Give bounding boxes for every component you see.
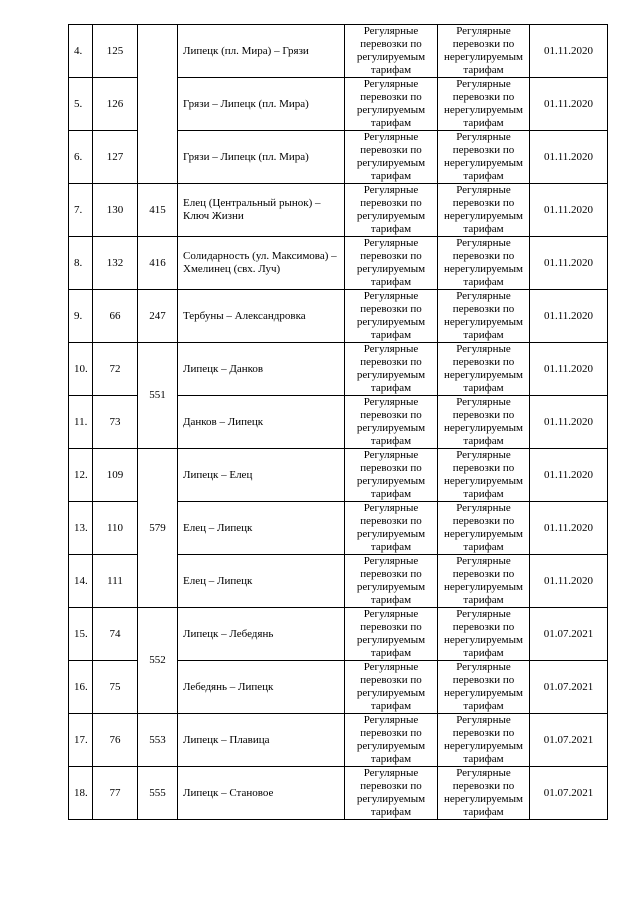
- registration-number: 66: [93, 290, 138, 343]
- table-row: [69, 608, 608, 661]
- change-date: 01.11.2020: [530, 502, 608, 555]
- table-row: [69, 184, 608, 237]
- route-name: Липецк – Елец: [178, 449, 345, 502]
- change-date: 01.11.2020: [530, 290, 608, 343]
- route-number: 551: [138, 343, 178, 449]
- registration-number: 74: [93, 608, 138, 661]
- new-transport-type: Регулярные перевозки по нерегулируемым тарифам: [438, 767, 530, 820]
- new-transport-type: Регулярные перевозки по нерегулируемым тарифам: [438, 25, 530, 78]
- routes-table-body: [69, 25, 608, 820]
- route-number: 552: [138, 608, 178, 714]
- current-transport-type: Регулярные перевозки по регулируемым тарифам: [345, 661, 438, 714]
- current-transport-type: Регулярные перевозки по регулируемым тарифам: [345, 714, 438, 767]
- change-date: 01.07.2021: [530, 767, 608, 820]
- registration-number: 127: [93, 131, 138, 184]
- route-name: Тербуны – Александровка: [178, 290, 345, 343]
- route-name: Липецк (пл. Мира) – Грязи: [178, 25, 345, 78]
- change-date: 01.07.2021: [530, 714, 608, 767]
- row-number: 11.: [69, 396, 93, 449]
- current-transport-type: Регулярные перевозки по регулируемым тарифам: [345, 608, 438, 661]
- route-name: Лебедянь – Липецк: [178, 661, 345, 714]
- registration-number: 77: [93, 767, 138, 820]
- current-transport-type: Регулярные перевозки по регулируемым тарифам: [345, 343, 438, 396]
- row-number: 17.: [69, 714, 93, 767]
- route-name: Данков – Липецк: [178, 396, 345, 449]
- row-number: 12.: [69, 449, 93, 502]
- table-row: [69, 449, 608, 502]
- table-row: [69, 714, 608, 767]
- change-date: 01.11.2020: [530, 78, 608, 131]
- current-transport-type: Регулярные перевозки по регулируемым тарифам: [345, 767, 438, 820]
- route-name: Грязи – Липецк (пл. Мира): [178, 78, 345, 131]
- route-name: Елец (Центральный рынок) – Ключ Жизни: [178, 184, 345, 237]
- route-number: 415: [138, 184, 178, 237]
- change-date: 01.07.2021: [530, 608, 608, 661]
- current-transport-type: Регулярные перевозки по регулируемым тарифам: [345, 131, 438, 184]
- change-date: 01.11.2020: [530, 396, 608, 449]
- new-transport-type: Регулярные перевозки по нерегулируемым тарифам: [438, 502, 530, 555]
- current-transport-type: Регулярные перевозки по регулируемым тарифам: [345, 184, 438, 237]
- route-number: 247: [138, 290, 178, 343]
- table-row: [69, 25, 608, 78]
- table-row: [69, 343, 608, 396]
- row-number: 5.: [69, 78, 93, 131]
- change-date: 01.11.2020: [530, 449, 608, 502]
- row-number: 4.: [69, 25, 93, 78]
- table-row: [69, 237, 608, 290]
- registration-number: 125: [93, 25, 138, 78]
- current-transport-type: Регулярные перевозки по регулируемым тарифам: [345, 237, 438, 290]
- registration-number: 110: [93, 502, 138, 555]
- row-number: 14.: [69, 555, 93, 608]
- registration-number: 130: [93, 184, 138, 237]
- row-number: 9.: [69, 290, 93, 343]
- current-transport-type: Регулярные перевозки по регулируемым тарифам: [345, 555, 438, 608]
- current-transport-type: Регулярные перевозки по регулируемым тарифам: [345, 25, 438, 78]
- registration-number: 109: [93, 449, 138, 502]
- new-transport-type: Регулярные перевозки по нерегулируемым тарифам: [438, 343, 530, 396]
- route-number: 553: [138, 714, 178, 767]
- change-date: 01.07.2021: [530, 661, 608, 714]
- change-date: 01.11.2020: [530, 184, 608, 237]
- route-name: Елец – Липецк: [178, 555, 345, 608]
- registration-number: 75: [93, 661, 138, 714]
- new-transport-type: Регулярные перевозки по нерегулируемым тарифам: [438, 714, 530, 767]
- route-name: Липецк – Становое: [178, 767, 345, 820]
- table-row: [69, 290, 608, 343]
- current-transport-type: Регулярные перевозки по регулируемым тарифам: [345, 396, 438, 449]
- route-name: Липецк – Лебедянь: [178, 608, 345, 661]
- new-transport-type: Регулярные перевозки по нерегулируемым тарифам: [438, 237, 530, 290]
- row-number: 16.: [69, 661, 93, 714]
- change-date: 01.11.2020: [530, 131, 608, 184]
- registration-number: 132: [93, 237, 138, 290]
- row-number: 7.: [69, 184, 93, 237]
- current-transport-type: Регулярные перевозки по регулируемым тарифам: [345, 290, 438, 343]
- table-row: [69, 767, 608, 820]
- routes-table: [68, 24, 608, 820]
- route-name: Липецк – Данков: [178, 343, 345, 396]
- row-number: 18.: [69, 767, 93, 820]
- route-name: Грязи – Липецк (пл. Мира): [178, 131, 345, 184]
- change-date: 01.11.2020: [530, 555, 608, 608]
- route-number: 555: [138, 767, 178, 820]
- new-transport-type: Регулярные перевозки по нерегулируемым тарифам: [438, 661, 530, 714]
- new-transport-type: Регулярные перевозки по нерегулируемым тарифам: [438, 608, 530, 661]
- row-number: 13.: [69, 502, 93, 555]
- route-name: Солидарность (ул. Максимова) – Хмелинец (свх. Луч): [178, 237, 345, 290]
- change-date: 01.11.2020: [530, 25, 608, 78]
- new-transport-type: Регулярные перевозки по нерегулируемым тарифам: [438, 131, 530, 184]
- new-transport-type: Регулярные перевозки по нерегулируемым тарифам: [438, 555, 530, 608]
- change-date: 01.11.2020: [530, 343, 608, 396]
- registration-number: 111: [93, 555, 138, 608]
- registration-number: 73: [93, 396, 138, 449]
- change-date: 01.11.2020: [530, 237, 608, 290]
- route-number: 579: [138, 449, 178, 608]
- current-transport-type: Регулярные перевозки по регулируемым тарифам: [345, 449, 438, 502]
- route-name: Липецк – Плавица: [178, 714, 345, 767]
- row-number: 8.: [69, 237, 93, 290]
- new-transport-type: Регулярные перевозки по нерегулируемым тарифам: [438, 184, 530, 237]
- new-transport-type: Регулярные перевозки по нерегулируемым тарифам: [438, 78, 530, 131]
- current-transport-type: Регулярные перевозки по регулируемым тарифам: [345, 78, 438, 131]
- current-transport-type: Регулярные перевозки по регулируемым тарифам: [345, 502, 438, 555]
- registration-number: 76: [93, 714, 138, 767]
- route-number: 416: [138, 237, 178, 290]
- row-number: 6.: [69, 131, 93, 184]
- row-number: 15.: [69, 608, 93, 661]
- registration-number: 72: [93, 343, 138, 396]
- registration-number: 126: [93, 78, 138, 131]
- new-transport-type: Регулярные перевозки по нерегулируемым тарифам: [438, 449, 530, 502]
- route-name: Елец – Липецк: [178, 502, 345, 555]
- route-number: [138, 25, 178, 184]
- row-number: 10.: [69, 343, 93, 396]
- new-transport-type: Регулярные перевозки по нерегулируемым тарифам: [438, 396, 530, 449]
- new-transport-type: Регулярные перевозки по нерегулируемым тарифам: [438, 290, 530, 343]
